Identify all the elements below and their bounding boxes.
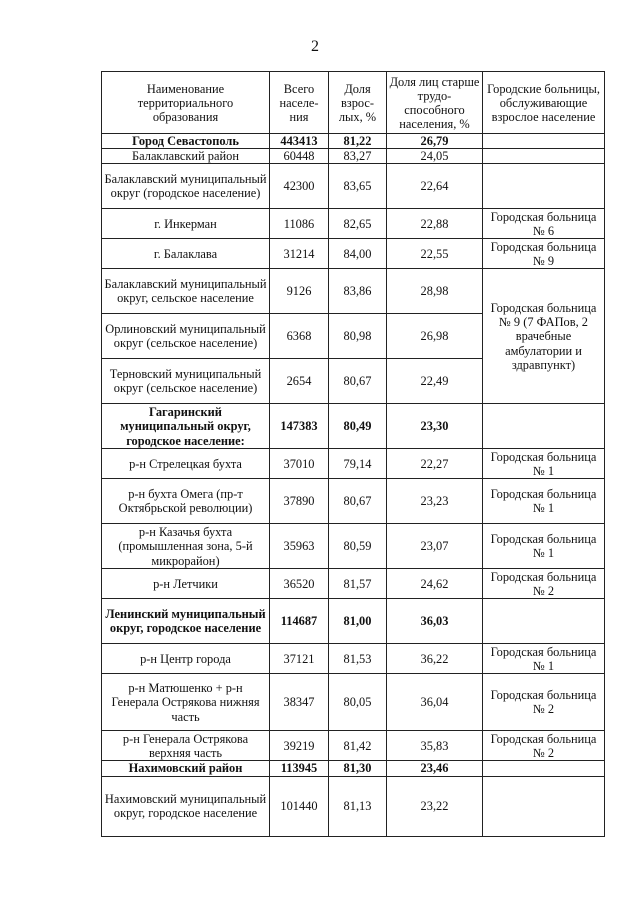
table-row: [102, 569, 605, 599]
row-elderly: 26,98: [387, 314, 483, 359]
row-hospital: Городская больница № 1: [483, 524, 605, 569]
row-elderly: 22,27: [387, 449, 483, 479]
table-row: [102, 776, 605, 836]
row-adult: 80,05: [329, 674, 387, 731]
header-elderly-share: Доля лиц старше трудо-способного населения, %: [387, 72, 483, 134]
row-hospital: Городская больница № 1: [483, 449, 605, 479]
table-row: [102, 644, 605, 674]
table-row: [102, 761, 605, 776]
row-total: 147383: [270, 404, 329, 449]
row-elderly: 22,49: [387, 359, 483, 404]
row-total: 443413: [270, 134, 329, 149]
row-total: 42300: [270, 164, 329, 209]
table-row: [102, 239, 605, 269]
row-hospital: Городская больница № 9 (7 ФАПов, 2 врачебные амбулатории и здравпункт): [483, 269, 605, 404]
table-row: [102, 674, 605, 731]
row-hospital: Городская больница № 2: [483, 674, 605, 731]
table-row: [102, 164, 605, 209]
row-adult: 83,65: [329, 164, 387, 209]
row-name: Балаклавский муниципальный округ (городское население): [102, 164, 270, 209]
row-adult: 83,86: [329, 269, 387, 314]
row-name: Ленинский муниципальный округ, городское население: [102, 599, 270, 644]
row-adult: 80,49: [329, 404, 387, 449]
row-elderly: 23,46: [387, 761, 483, 776]
row-adult: 81,22: [329, 134, 387, 149]
row-hospital: Городская больница № 1: [483, 644, 605, 674]
row-elderly: 36,22: [387, 644, 483, 674]
population-table: [101, 71, 605, 837]
row-total: 2654: [270, 359, 329, 404]
row-total: 101440: [270, 776, 329, 836]
row-total: 60448: [270, 149, 329, 164]
row-adult: 82,65: [329, 209, 387, 239]
table-row: [102, 209, 605, 239]
row-hospital: [483, 776, 605, 836]
row-name: р-н Летчики: [102, 569, 270, 599]
row-hospital: Городская больница № 2: [483, 569, 605, 599]
row-total: 37890: [270, 479, 329, 524]
header-name: Наименование территориального образования: [102, 72, 270, 134]
row-elderly: 23,23: [387, 479, 483, 524]
row-total: 37121: [270, 644, 329, 674]
row-total: 37010: [270, 449, 329, 479]
row-total: 36520: [270, 569, 329, 599]
row-elderly: 22,55: [387, 239, 483, 269]
row-elderly: 22,64: [387, 164, 483, 209]
row-name: р-н Матюшенко + р-н Генерала Острякова нижняя часть: [102, 674, 270, 731]
row-name: р-н Центр города: [102, 644, 270, 674]
row-hospital: [483, 404, 605, 449]
row-adult: 79,14: [329, 449, 387, 479]
row-hospital: Городская больница № 9: [483, 239, 605, 269]
table-row: [102, 449, 605, 479]
row-hospital: [483, 134, 605, 149]
row-elderly: 23,22: [387, 776, 483, 836]
row-elderly: 28,98: [387, 269, 483, 314]
row-total: 6368: [270, 314, 329, 359]
row-elderly: 22,88: [387, 209, 483, 239]
row-name: Орлиновский муниципальный округ (сельское население): [102, 314, 270, 359]
table-row: [102, 599, 605, 644]
row-hospital: [483, 164, 605, 209]
row-adult: 80,67: [329, 479, 387, 524]
row-name: г. Инкерман: [102, 209, 270, 239]
row-adult: 80,59: [329, 524, 387, 569]
row-total: 31214: [270, 239, 329, 269]
header-hospitals: Городские больницы, обслуживающие взрослое население: [483, 72, 605, 134]
row-adult: 81,13: [329, 776, 387, 836]
row-adult: 83,27: [329, 149, 387, 164]
row-hospital: Городская больница № 2: [483, 731, 605, 761]
row-name: р-н бухта Омега (пр-т Октябрьской революции): [102, 479, 270, 524]
row-name: р-н Стрелецкая бухта: [102, 449, 270, 479]
row-total: 39219: [270, 731, 329, 761]
row-elderly: 23,30: [387, 404, 483, 449]
row-total: 114687: [270, 599, 329, 644]
table-row: [102, 134, 605, 149]
row-total: 113945: [270, 761, 329, 776]
row-hospital: Городская больница № 1: [483, 479, 605, 524]
table-row: [102, 731, 605, 761]
header-adult-share: Доля взрос-лых, %: [329, 72, 387, 134]
row-elderly: 24,05: [387, 149, 483, 164]
row-name: Терновский муниципальный округ (сельское население): [102, 359, 270, 404]
row-name: Город Севастополь: [102, 134, 270, 149]
table-row: [102, 149, 605, 164]
row-adult: 81,53: [329, 644, 387, 674]
row-adult: 81,42: [329, 731, 387, 761]
row-name: Гагаринский муниципальный округ, городское население:: [102, 404, 270, 449]
row-adult: 84,00: [329, 239, 387, 269]
row-hospital: [483, 761, 605, 776]
row-total: 35963: [270, 524, 329, 569]
row-hospital: [483, 599, 605, 644]
row-name: г. Балаклава: [102, 239, 270, 269]
row-name: Нахимовский район: [102, 761, 270, 776]
row-elderly: 35,83: [387, 731, 483, 761]
row-hospital: Городская больница № 6: [483, 209, 605, 239]
row-name: Балаклавский район: [102, 149, 270, 164]
header-total: Всего населе-ния: [270, 72, 329, 134]
row-elderly: 24,62: [387, 569, 483, 599]
row-adult: 81,30: [329, 761, 387, 776]
row-elderly: 36,03: [387, 599, 483, 644]
header-row: [102, 72, 605, 134]
page-number: 2: [311, 38, 319, 55]
table-row: [102, 404, 605, 449]
row-elderly: 23,07: [387, 524, 483, 569]
row-name: Балаклавский муниципальный округ, сельское население: [102, 269, 270, 314]
table-row: [102, 269, 605, 314]
row-elderly: 26,79: [387, 134, 483, 149]
row-total: 38347: [270, 674, 329, 731]
table-row: [102, 524, 605, 569]
row-elderly: 36,04: [387, 674, 483, 731]
row-hospital: [483, 149, 605, 164]
row-adult: 80,67: [329, 359, 387, 404]
table-row: [102, 479, 605, 524]
row-adult: 81,00: [329, 599, 387, 644]
row-name: р-н Генерала Острякова верхняя часть: [102, 731, 270, 761]
row-total: 11086: [270, 209, 329, 239]
row-adult: 81,57: [329, 569, 387, 599]
row-total: 9126: [270, 269, 329, 314]
row-name: Нахимовский муниципальный округ, городское население: [102, 776, 270, 836]
row-adult: 80,98: [329, 314, 387, 359]
row-name: р-н Казачья бухта (промышленная зона, 5-й микрорайон): [102, 524, 270, 569]
